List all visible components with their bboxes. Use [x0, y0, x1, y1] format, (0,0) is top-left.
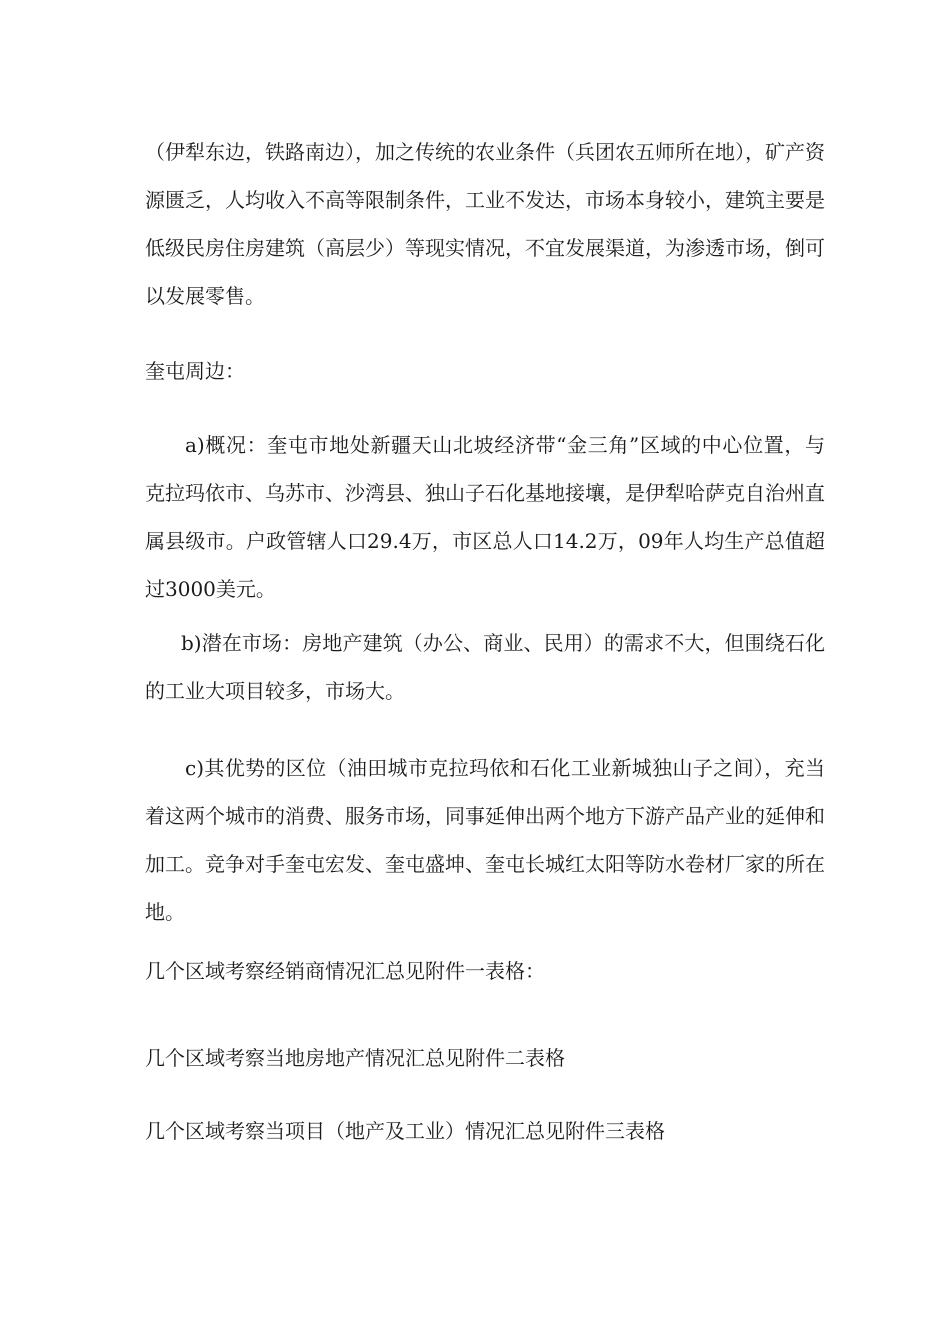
paragraph-appendix-2: 几个区域考察当地房地产情况汇总见附件二表格: [145, 1046, 565, 1070]
heading-kuitun-surroundings: 奎屯周边：: [145, 359, 245, 383]
paragraph-overview: a)概况：奎屯市地处新疆天山北坡经济带“金三角”区域的中心位置，与克拉玛依市、乌苏市、沙湾县、独山子石化基地接壤，是伊犁哈萨克自治州直属县级市。户政管辖人口29.4万，市区总人口14.2万，09年人均生产总值超过3000美元。: [145, 433, 825, 601]
paragraph-appendix-3: 几个区域考察当项目（地产及工业）情况汇总见附件三表格: [145, 1119, 665, 1143]
paragraph-potential-market: b)潜在市场：房地产建筑（办公、商业、民用）的需求不大，但围绕石化的工业大项目较多，市场大。: [145, 631, 825, 703]
paragraph-location-advantage: c)其优势的区位（油田城市克拉玛依和石化工业新城独山子之间），充当着这两个城市的消费、服务市场，同事延伸出两个地方下游产品产业的延伸和加工。竞争对手奎屯宏发、奎屯盛坤、奎屯长城红太阳等防水卷材厂家的所在地。: [145, 756, 825, 924]
paragraph-appendix-1: 几个区域考察经销商情况汇总见附件一表格：: [145, 959, 545, 983]
paragraph-region-summary: （伊犁东边，铁路南边），加之传统的农业条件（兵团农五师所在地），矿产资源匮乏，人均收入不高等限制条件，工业不发达，市场本身较小，建筑主要是低级民房住房建筑（高层少）等现实情况，不宜发展渠道，为渗透市场，倒可以发展零售。: [145, 140, 825, 308]
